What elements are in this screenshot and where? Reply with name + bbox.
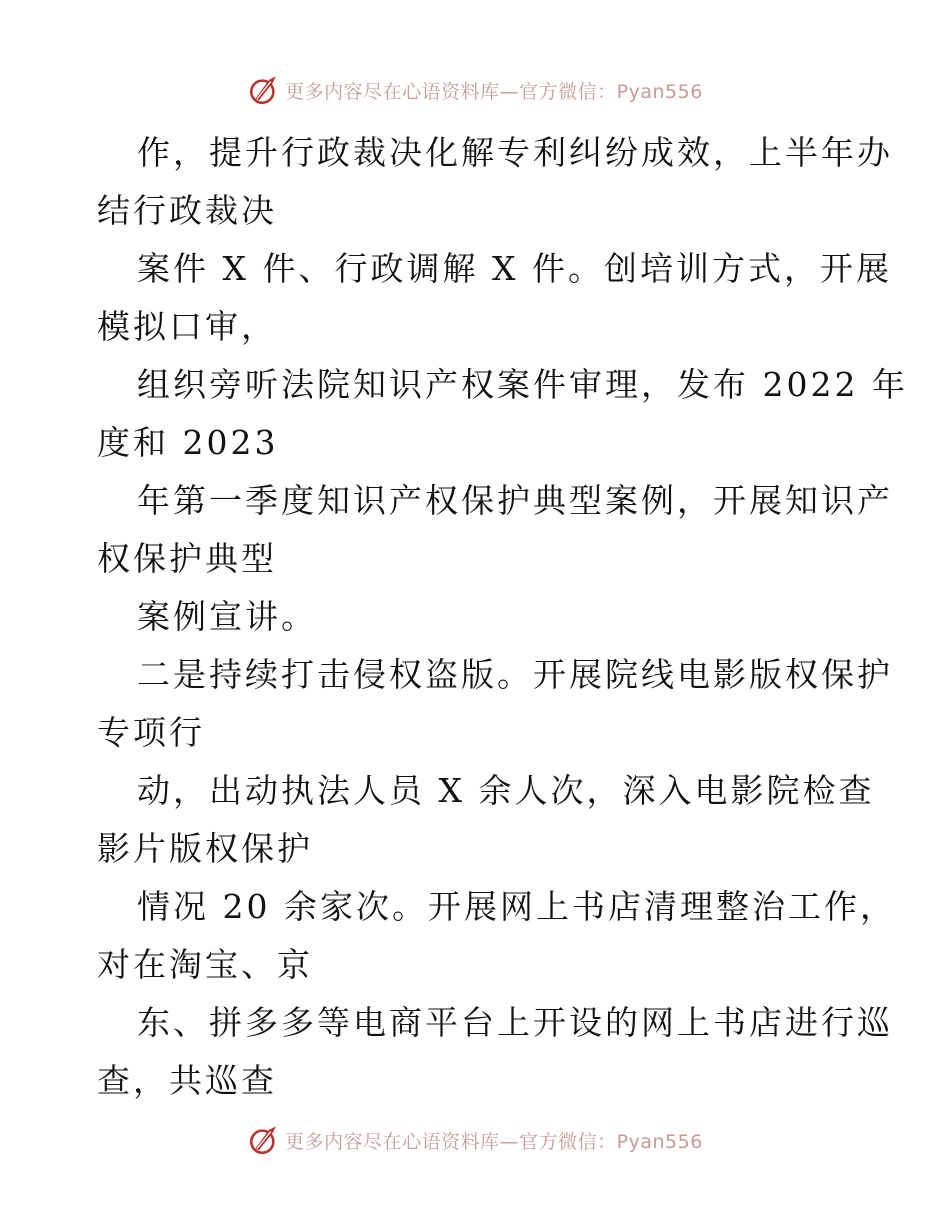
body-line: 影片版权保护 bbox=[97, 829, 313, 868]
feather-pen-logo-icon bbox=[247, 73, 281, 107]
body-line: 年第一季度知识产权保护典型案例，开展知识产 bbox=[137, 481, 893, 520]
body-line: 二是持续打击侵权盗版。开展院线电影版权保护 bbox=[137, 655, 893, 694]
body-line: 组织旁听法院知识产权案件审理，发布 2022 年 bbox=[137, 365, 908, 404]
document-body bbox=[97, 124, 908, 1110]
body-line: 案例宣讲。 bbox=[137, 597, 317, 636]
body-line: 专项行 bbox=[97, 713, 205, 752]
body-line: 度和 2023 bbox=[97, 423, 279, 462]
footer-watermark-banner bbox=[0, 1120, 950, 1160]
body-line: 案件 X 件、行政调解 X 件。创培训方式，开展 bbox=[137, 249, 892, 288]
body-line: 查，共巡查 bbox=[97, 1061, 277, 1100]
body-line: 东、拼多多等电商平台上开设的网上书店进行巡 bbox=[137, 1003, 893, 1042]
body-line: 作，提升行政裁决化解专利纠纷成效，上半年办 bbox=[137, 133, 893, 172]
body-line: 动，出动执法人员 X 余人次，深入电影院检查 bbox=[137, 771, 875, 810]
body-line: 结行政裁决 bbox=[97, 191, 277, 230]
body-line: 情况 20 余家次。开展网上书店清理整治工作， bbox=[137, 887, 896, 926]
footer-banner-text: 更多内容尽在心语资料库—官方微信：Pyan556 bbox=[285, 1130, 703, 1153]
header-banner-text: 更多内容尽在心语资料库—官方微信：Pyan556 bbox=[285, 80, 703, 103]
header-watermark-banner bbox=[0, 70, 950, 110]
body-line: 模拟口审， bbox=[97, 307, 277, 346]
body-line: 权保护典型 bbox=[97, 539, 277, 578]
feather-pen-logo-icon bbox=[247, 1123, 281, 1157]
body-line: 对在淘宝、京 bbox=[97, 945, 313, 984]
